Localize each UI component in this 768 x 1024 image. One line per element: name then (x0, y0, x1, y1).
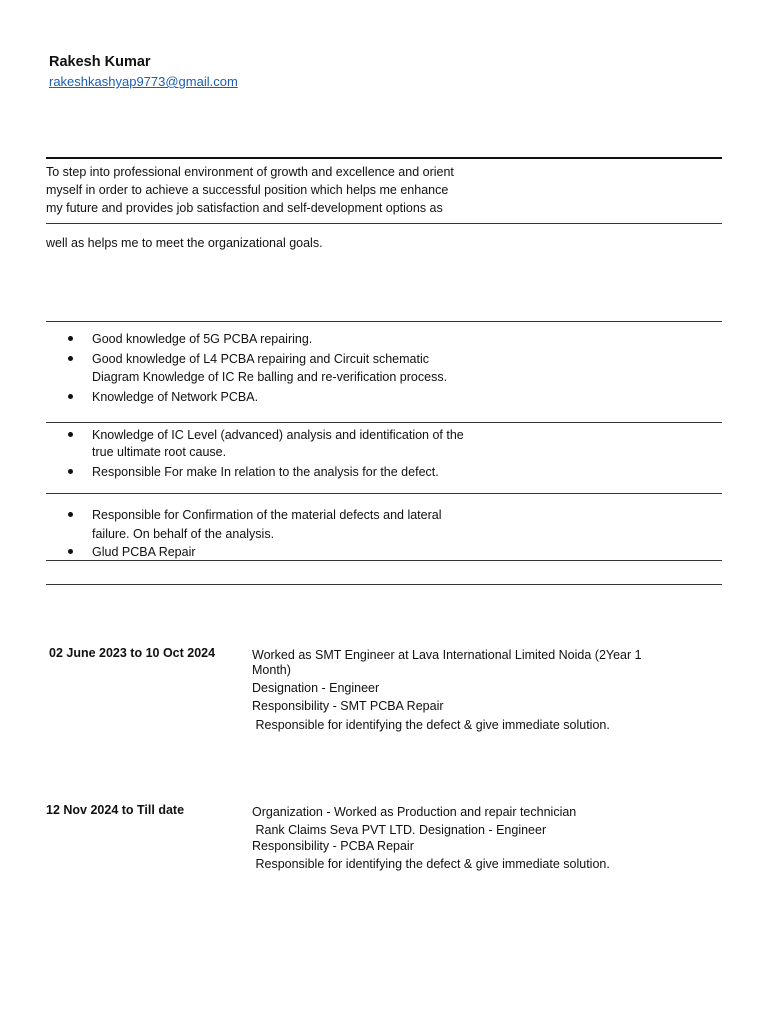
bullet-icon (68, 469, 73, 474)
skill-item: Good knowledge of 5G PCBA repairing. (92, 332, 313, 346)
skill-item: Responsible for Confirmation of the material defects and lateral (92, 508, 442, 522)
experience-line: Organization - Worked as Production and repair technician (252, 805, 577, 819)
experience-line: Responsibility - SMT PCBA Repair (252, 699, 444, 713)
objective-line: my future and provides job satisfaction and self-development options as (46, 201, 443, 215)
candidate-name: Rakesh Kumar (49, 54, 151, 70)
section-divider (46, 560, 722, 561)
skill-item-continuation: Diagram Knowledge of IC Re balling and re-verification process. (92, 370, 448, 384)
skill-item-continuation: true ultimate root cause. (92, 445, 227, 459)
email-link[interactable]: rakeshkashyap9773@gmail.com (49, 74, 238, 89)
experience-date: 02 June 2023 to 10 Oct 2024 (49, 646, 216, 660)
experience-line: Responsible for identifying the defect & give immediate solution. (252, 718, 610, 732)
experience-date: 12 Nov 2024 to Till date (46, 803, 185, 817)
section-divider (46, 321, 722, 322)
bullet-icon (68, 512, 73, 517)
experience-line: Responsible for identifying the defect & give immediate solution. (252, 857, 610, 871)
bullet-icon (68, 394, 73, 399)
experience-line: Month) (252, 663, 291, 677)
skill-item: Good knowledge of L4 PCBA repairing and Circuit schematic (92, 352, 429, 366)
objective-line: well as helps me to meet the organizational goals. (46, 236, 323, 250)
page-divider (46, 223, 722, 224)
experience-line: Rank Claims Seva PVT LTD. Designation - Engineer (252, 823, 547, 837)
section-divider (46, 493, 722, 494)
bullet-icon (68, 356, 73, 361)
section-divider (46, 422, 722, 423)
skill-item: Responsible For make In relation to the analysis for the defect. (92, 465, 439, 479)
bullet-icon (68, 432, 73, 437)
experience-line: Worked as SMT Engineer at Lava International Limited Noida (2Year 1 (252, 648, 642, 662)
experience-line: Responsibility - PCBA Repair (252, 839, 414, 853)
skill-item-continuation: failure. On behalf of the analysis. (92, 527, 275, 541)
bullet-icon (68, 549, 73, 554)
skill-item: Knowledge of Network PCBA. (92, 390, 259, 404)
objective-line: To step into professional environment of growth and excellence and orient (46, 165, 454, 179)
objective-line: myself in order to achieve a successful position which helps me enhance (46, 183, 449, 197)
section-divider (46, 584, 722, 585)
section-divider (46, 157, 722, 159)
experience-line: Designation - Engineer (252, 681, 380, 695)
skill-item: Knowledge of IC Level (advanced) analysis and identification of the (92, 428, 464, 442)
bullet-icon (68, 336, 73, 341)
skill-item: Glud PCBA Repair (92, 545, 196, 559)
